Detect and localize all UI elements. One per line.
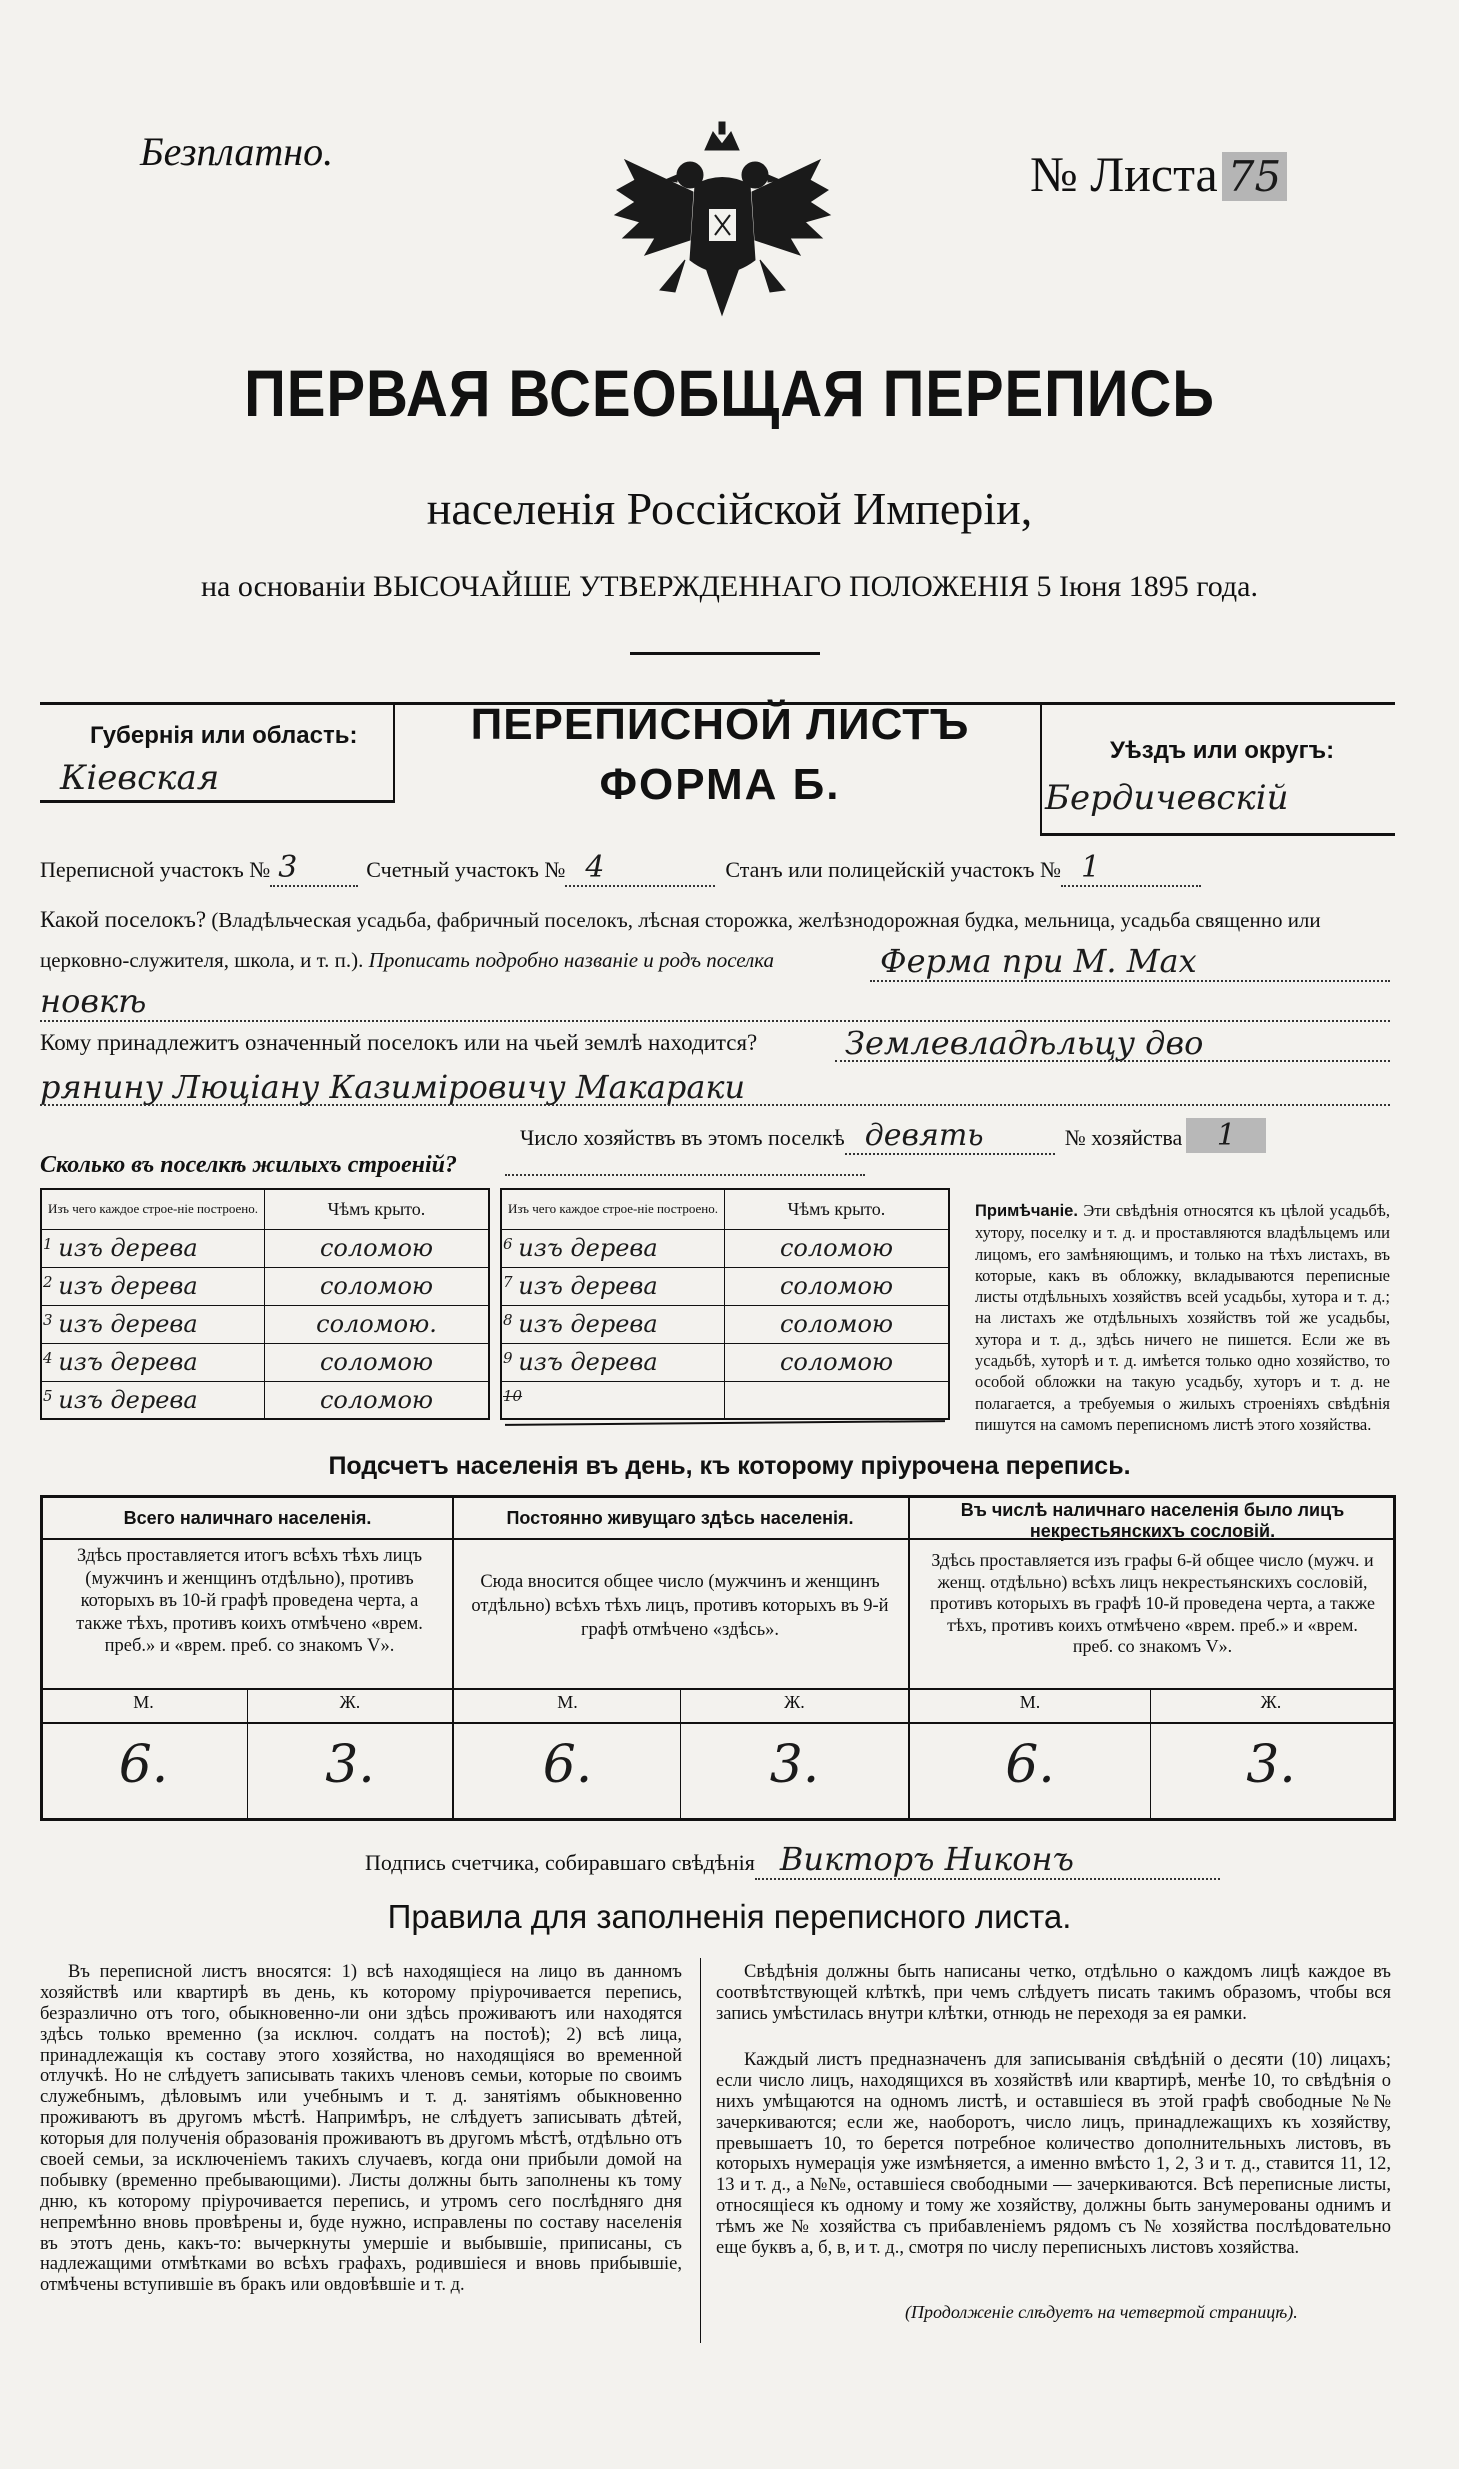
pop-col2-title: Постоянно живущаго здѣсь населенія. [506, 1508, 854, 1528]
census-area-label: Переписной участокъ № [40, 857, 271, 882]
note-text: Эти свѣдѣнія относятся къ цѣлой усадьбѣ, хутору, поселку и т. д. и проставляются владѣльцемъ или лицомъ, его замѣняющимъ, и только на тѣхъ листахъ, въ которые, какъ въ обложку, вкладываются переписные листы отдѣльныхъ хозяйствъ всей усадьбы, хутора и т. д.; на листахъ же отдѣльныхъ хозяйствъ той же усадьбы, хутора и т. д., здѣсь ничего не пишется. Если же въ усадьбѣ, хуторѣ и т. д. имѣется только одно хозяйство, то особой обложки на такую усадьбу, хуторъ и т. д. не полагается, а требуемыя о жилыхъ строеніяхъ свѣдѣнія пишутся на самомъ переписномъ листѣ этого хозяйства. [975, 1201, 1390, 1434]
form-box-right-divider [1040, 702, 1042, 835]
district-label: Уѣздъ или округъ: [1110, 737, 1335, 764]
title-divider [630, 652, 820, 655]
form-label: ФОРМА Б. [599, 760, 841, 809]
roof-cell: соломою [265, 1267, 490, 1305]
rules-continued: (Продолженіе слѣдуетъ на четвертой страницѣ). [905, 2302, 1298, 2322]
pop-col2-m-value: 6. [542, 1735, 593, 1795]
pop-col1-m-value: 6. [118, 1735, 169, 1795]
page-title: ПЕРВАЯ ВСЕОБЩАЯ ПЕРЕПИСЬ [244, 356, 1215, 430]
owner-question: Кому принадлежитъ означенный поселокъ или на чьей землѣ находится? [40, 1030, 758, 1055]
rules-left-column: Въ переписной листъ вносятся: 1) всѣ находящіеся на лицо въ данномъ хозяйствѣ или квартирѣ въ день, къ которому пріурочивается перепись, безразлично отъ того, обыкновенно-ли они здѣсь проживаютъ или находятся здѣсь только временно (за исключ. солдатъ на постоѣ); 2) всѣ лица, принадлежащія къ составу этого хозяйства, но находящіяся во временной отлучкѣ. Но не слѣдуетъ записывать такихъ членовъ семьи, которые по своимъ служебнымъ, дѣловымъ или учебнымъ и т. д. занятіямъ обыкновенно проживаютъ въ другомъ мѣстѣ. Напримѣръ, не слѣдуетъ записывать дѣтей, которыя для полученія образованія проживаютъ въ другомъ мѣстѣ, отдѣльно отъ своей семьи, за исключеніемъ такихъ случаевъ, когда они прибыли домой на побывку (временно пребывающими). Листы должны быть заполнены къ тому дню, къ которому пріурочивается перепись, и утромъ сего послѣдняго дня непремѣнно вновь провѣрены и, буде нужно, исправлены по составу населенія въ этотъ день, какъ-то: вычеркнуты умершіе и выбывшіе, приписаны, съ надлежащими отмѣтками во всѣхъ графахъ, родившіеся и вновь прибывшіе, отмѣчены вступившіе въ бракъ или овдовѣвшіе и т. д. [40, 1962, 682, 2296]
signature-value: Викторъ Никонъ [755, 1840, 1220, 1880]
material-cell: изъ дерева [58, 1348, 198, 1376]
pop-sub-line [40, 1722, 1393, 1724]
owner-line-1 [835, 1060, 1390, 1062]
material-cell: изъ дерева [518, 1234, 658, 1262]
province-label: Губернія или область: [90, 722, 358, 749]
table-row [41, 1229, 489, 1267]
table-row [41, 1267, 489, 1305]
settlement-hint: (Владѣльческая усадьба, фабричный поселокъ, лѣсная сторожка, желѣзнодорожная будка, мельница, усадьба священно или церковно-служителя, школа, и т. п.). [40, 908, 1321, 972]
legal-basis: на основаніи ВЫСОЧАЙШЕ УТВЕРЖДЕННАГО ПОЛОЖЕНІЯ 5 Іюня 1895 года. [201, 570, 1258, 603]
table-row [41, 1305, 489, 1343]
household-no-value: 1 [1186, 1118, 1266, 1153]
pop-col1-title: Всего наличнаго населенія. [123, 1508, 372, 1528]
owner-value-1: Землевладѣльцу дво [845, 1024, 1204, 1062]
table-row [501, 1343, 949, 1381]
col-material-header: Изъ чего каждое строе-ніе построено. [501, 1189, 725, 1229]
roof-cell: соломою [725, 1343, 950, 1381]
note [975, 1200, 1390, 1435]
pop-col1-f-value: 3. [325, 1735, 375, 1795]
areas-row [40, 850, 1201, 887]
population-heading: Подсчетъ населенія въ день, къ которому пріурочена перепись. [328, 1452, 1131, 1480]
table-row [501, 1229, 949, 1267]
pop-col3-m-value: 6. [1005, 1735, 1055, 1795]
table-row [501, 1267, 949, 1305]
pop-col3-f-label: Ж. [1260, 1692, 1282, 1712]
pop-col1-m-label: М. [133, 1692, 154, 1712]
pop-col1-f-label: Ж. [339, 1692, 361, 1712]
pop-col-divider-1 [452, 1495, 454, 1818]
pop-col2-f-value: 3. [769, 1735, 820, 1795]
household-no-label: № хозяйства [1064, 1125, 1183, 1150]
note-title: Примѣчаніе. [975, 1202, 1078, 1220]
buildings-table-left [40, 1188, 490, 1420]
row-number: 1 [43, 1235, 53, 1253]
material-cell: изъ дерева [58, 1385, 198, 1414]
settlement-value-2: новкѣ [40, 982, 147, 1020]
strikeout-line [505, 1420, 945, 1426]
settlement-hint2: Прописать подробно названіе и родъ поселка [368, 948, 775, 972]
pop-col3-title: Въ числѣ наличнаго населенія было лицъ некрестьянскихъ сословій. [960, 1500, 1345, 1541]
pop-col3-m-label: М. [1019, 1692, 1041, 1712]
settlement-q-label: Какой поселокъ? [40, 907, 207, 932]
row-number: 6 [503, 1235, 513, 1253]
rules-right-para-1: Свѣдѣнія должны быть написаны четко, отдѣльно о каждомъ лицѣ каждое въ соотвѣтствующей клѣткѣ, при чемъ слѣдуетъ писать такимъ образомъ, чтобы вся запись умѣстилась внутри клѣтки, отнюдь не переходя за ея рамки. [716, 1962, 1391, 2024]
roof-cell: соломою [725, 1229, 950, 1267]
pop-col1-desc: Здѣсь проставляется итогъ всѣхъ тѣхъ лицъ (мужчинъ и женщинъ отдѣльно), противъ которыхъ въ 10-й графѣ проведена черта, а также тѣхъ, противъ коихъ отмѣчено «врем. преб.» и «врем. преб. со знакомъ V». [76, 1546, 423, 1657]
census-area-value: 3 [270, 850, 358, 887]
row-number: 3 [43, 1311, 53, 1329]
households-row [520, 1118, 1266, 1155]
roof-cell: соломою [265, 1381, 490, 1419]
sheet-number-value: 75 [1222, 152, 1287, 201]
table-row [41, 1381, 489, 1419]
col-roof-header: Чѣмъ крыто. [725, 1189, 950, 1229]
roof-cell [725, 1381, 950, 1419]
sheet-number-label [1030, 145, 1287, 203]
form-box-left-bottom [40, 800, 395, 803]
police-value: 1 [1061, 850, 1201, 887]
table-row [41, 1343, 489, 1381]
settlement-line-2 [40, 1020, 1390, 1022]
form-box-left-divider [393, 702, 395, 802]
settlement-value-1: Ферма при М. Мах [880, 942, 1197, 980]
rules-right-para-2: Каждый листъ предназначенъ для записыванія свѣдѣній о десяти (10) лицахъ; если число лицъ, находящихся въ хозяйствѣ или квартирѣ, менѣе 10, то свѣдѣнія о нихъ умѣщаются на одномъ листѣ, и оставшіеся въ этой графѣ свободные №№ зачеркиваются; если же, наоборотъ, число лицъ, принадлежащихъ къ хозяйству, превышаетъ 10, то берется потребное количество дополнительныхъ листовъ, въ которыхъ нумерація уже измѣняется, а именно вмѣсто 1, 2, 3 и т. д., ставится 11, 12, 13 и т. д., а №№, оставшіеся свободными — зачеркиваются. Всѣ переписные листы, относящіеся къ одному и тому же хозяйству, должны быть занумерованы однимъ и тѣмъ же № хозяйства съ прибавленіемъ рядомъ съ № хозяйства послѣдовательно еще буквъ а, б, в, и т. д., смотря по числу переписныхъ листовъ хозяйства. [716, 2050, 1391, 2259]
buildings-question: Сколько въ поселкѣ жилыхъ строеній? [40, 1152, 457, 1178]
roof-cell: соломою [265, 1229, 490, 1267]
material-cell: изъ дерева [58, 1234, 198, 1262]
table-row [501, 1305, 949, 1343]
row-number: 2 [43, 1273, 53, 1291]
roof-cell: соломою [725, 1267, 950, 1305]
pop-col3-f-value: 3. [1246, 1735, 1296, 1795]
roof-cell: соломою [265, 1343, 490, 1381]
settlement-line-1 [870, 980, 1390, 982]
owner-value-2: рянину Люціану Казиміровичу Макараки [40, 1068, 746, 1106]
signature-label: Подпись счетчика, собиравшаго свѣдѣнія [365, 1850, 755, 1875]
pop-desc-line [40, 1688, 1393, 1690]
row-number: 9 [503, 1349, 513, 1367]
table-row [501, 1381, 949, 1419]
row-number: 4 [43, 1349, 53, 1367]
buildings-table-right [500, 1188, 950, 1420]
rules-title: Правила для заполненія переписного листа. [387, 1898, 1072, 1935]
roof-cell: соломою. [265, 1305, 490, 1343]
row-number: 7 [503, 1273, 513, 1291]
police-label: Станъ или полицейскій участокъ № [725, 857, 1061, 882]
count-area-value: 4 [565, 850, 715, 887]
page-subtitle: населенія Россійской Имперіи, [426, 483, 1033, 534]
pop-col2-f-label: Ж. [784, 1692, 805, 1712]
double-headed-eagle-emblem [605, 120, 840, 325]
material-cell: изъ дерева [518, 1272, 658, 1300]
signature-row [365, 1840, 1220, 1880]
row-number: 10 [503, 1386, 523, 1405]
province-value: Кіевская [60, 758, 220, 798]
col-material-header: Изъ чего каждое строе-ніе построено. [41, 1189, 265, 1229]
material-cell: изъ дерева [518, 1348, 658, 1376]
count-area-label: Счетный участокъ № [366, 857, 566, 882]
households-value: девять [845, 1118, 1055, 1155]
district-value: Бердичевскій [1045, 778, 1289, 818]
form-box-right-bottom [1040, 833, 1395, 836]
material-cell: изъ дерева [58, 1310, 198, 1338]
pop-col2-m-label: М. [557, 1692, 578, 1712]
sheet-title: ПЕРЕПИСНОЙ ЛИСТЪ [470, 700, 970, 749]
col-roof-header: Чѣмъ крыто. [265, 1189, 490, 1229]
households-label: Число хозяйствъ въ этомъ поселкѣ [520, 1125, 845, 1150]
sheet-number-caption: № Листа [1030, 146, 1218, 202]
pop-col3-desc: Здѣсь проставляется изъ графы 6-й общее число (мужч. и женщ. отдѣльно) всѣхъ лицъ некрестьянскихъ сословій, противъ которыхъ въ графѣ 10-й проведена черта, а также тѣхъ, противъ коихъ отмѣчено «врем. преб.» и «врем. преб. со знакомъ V». [930, 1550, 1375, 1657]
row-number: 8 [503, 1311, 513, 1329]
free-label: Безплатно. [140, 129, 334, 174]
owner-line-2 [40, 1104, 1390, 1106]
roof-cell: соломою [725, 1305, 950, 1343]
pop-col2-desc: Сюда вносится общее число (мужчинъ и женщинъ отдѣльно) всѣхъ тѣхъ лицъ, противъ которыхъ въ 9-й графѣ отмѣчено «здѣсь». [471, 1572, 889, 1641]
material-cell: изъ дерева [58, 1272, 198, 1300]
row-number: 5 [43, 1386, 53, 1405]
material-cell: изъ дерева [518, 1310, 658, 1338]
buildings-line [505, 1174, 865, 1176]
rules-column-divider [700, 1958, 701, 2343]
